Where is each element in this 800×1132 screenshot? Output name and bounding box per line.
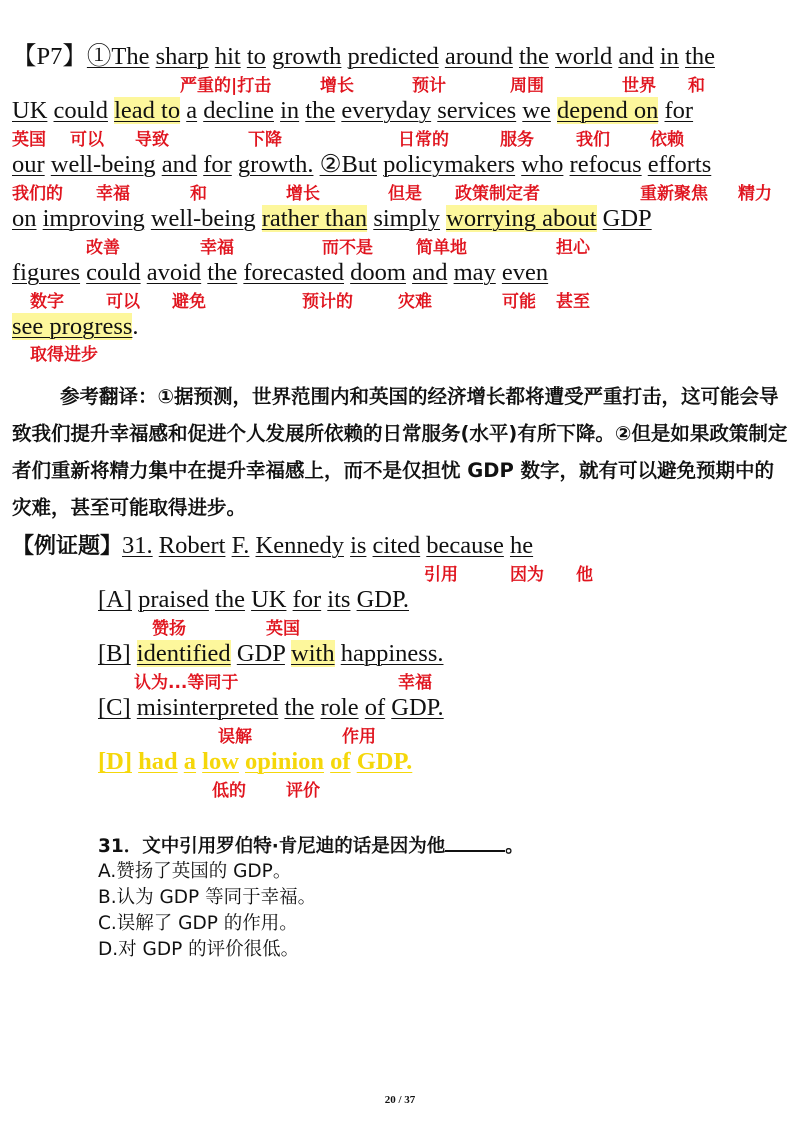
highlighted-phrase: depend on bbox=[557, 97, 659, 124]
word: services bbox=[437, 97, 517, 124]
gloss: 重新聚焦 bbox=[640, 184, 708, 204]
gloss: 增长 bbox=[320, 76, 354, 96]
word: he bbox=[509, 532, 534, 559]
stem-text: 31．文中引用罗伯特·肯尼迪的话是因为他 bbox=[98, 836, 446, 857]
word: improving bbox=[42, 205, 145, 232]
gloss: 我们的 bbox=[12, 184, 63, 204]
question-tag: 【例证题】 bbox=[12, 534, 123, 559]
word: the bbox=[284, 694, 315, 721]
word: GDP. bbox=[356, 586, 409, 613]
gloss: 世界 bbox=[622, 76, 656, 96]
gloss: 严重的|打击 bbox=[180, 76, 272, 96]
word: for bbox=[292, 586, 322, 613]
gloss: 他 bbox=[576, 565, 593, 585]
p7-gloss-4 bbox=[0, 237, 800, 259]
translation-text: ①据预测，世界范围内和英国的经济增长都将遭受严重打击，这可能会导致我们提升幸福感和促进个人发展所依赖的日常服务(水平)有所下降。②但是如果政策制定者们重新将精力集中在提升幸福感上，而不是仅担忧 GDP 数字，就有可以避免预期中的灾难，甚至可能取得进步。 bbox=[12, 385, 788, 519]
word: praised bbox=[138, 586, 209, 613]
word: and bbox=[161, 151, 198, 178]
word: growth bbox=[272, 43, 342, 70]
word: avoid bbox=[146, 259, 202, 286]
gloss: 灾难 bbox=[398, 292, 432, 312]
word: a bbox=[186, 97, 198, 124]
word: the bbox=[519, 43, 549, 70]
word: in bbox=[659, 43, 679, 70]
gloss: 幸福 bbox=[96, 184, 130, 204]
word: Kennedy bbox=[255, 532, 344, 559]
word: F. bbox=[231, 532, 250, 559]
option-a bbox=[98, 585, 409, 615]
word: [C] bbox=[98, 694, 131, 721]
word: well-being bbox=[150, 205, 256, 232]
gloss: 英国 bbox=[12, 130, 46, 150]
gloss: 和 bbox=[190, 184, 207, 204]
word: and bbox=[412, 259, 448, 286]
word: GDP. bbox=[356, 748, 413, 775]
gloss: 可以 bbox=[70, 130, 104, 150]
gloss: 数字 bbox=[30, 292, 64, 312]
word: role bbox=[320, 694, 359, 721]
word: UK bbox=[12, 97, 48, 124]
word: may bbox=[453, 259, 496, 286]
word: doom bbox=[350, 259, 406, 286]
gloss: 可以 bbox=[106, 292, 140, 312]
word: in bbox=[280, 97, 300, 124]
question-cn-option-c: C.误解了 GDP 的作用。 bbox=[98, 913, 298, 934]
gloss: 增长 bbox=[286, 184, 320, 204]
word: efforts bbox=[647, 151, 712, 178]
gloss: 担心 bbox=[556, 238, 590, 258]
p7-gloss-3 bbox=[0, 183, 800, 205]
word: [B] bbox=[98, 640, 131, 667]
gloss: 改善 bbox=[86, 238, 120, 258]
word: could bbox=[86, 259, 141, 286]
word: around bbox=[444, 43, 513, 70]
word: refocus bbox=[569, 151, 642, 178]
gloss: 认为...等同于 bbox=[134, 673, 239, 693]
highlighted-phrase: identified bbox=[136, 640, 231, 667]
word: of bbox=[330, 748, 351, 775]
p7-line-3 bbox=[12, 150, 711, 180]
highlighted-phrase: rather than bbox=[261, 205, 368, 232]
word: the bbox=[685, 43, 715, 70]
word: GDP bbox=[236, 640, 285, 667]
gloss: 下降 bbox=[248, 130, 282, 150]
word: everyday bbox=[341, 97, 432, 124]
word: a bbox=[183, 748, 197, 775]
word: the bbox=[305, 97, 336, 124]
p7-line-1 bbox=[12, 42, 715, 72]
word: world bbox=[555, 43, 613, 70]
word: our bbox=[12, 151, 45, 178]
p7-gloss-6 bbox=[0, 344, 800, 366]
p7-gloss-2 bbox=[0, 129, 800, 151]
word: who bbox=[521, 151, 564, 178]
word: because bbox=[426, 532, 504, 559]
word: simply bbox=[373, 205, 441, 232]
gloss: 赞扬 bbox=[152, 619, 186, 639]
word: 31. bbox=[122, 532, 153, 559]
p7-line-4 bbox=[12, 204, 652, 234]
word: Robert bbox=[158, 532, 226, 559]
word: ②But bbox=[319, 151, 377, 178]
word: for bbox=[203, 151, 232, 178]
word: GDP bbox=[602, 205, 652, 232]
gloss: 幸福 bbox=[200, 238, 234, 258]
question-stem bbox=[12, 531, 533, 562]
gloss: 我们 bbox=[576, 130, 610, 150]
word: low bbox=[202, 748, 239, 775]
gloss: 可能 bbox=[502, 292, 536, 312]
option-b-gloss bbox=[0, 672, 800, 694]
translation-label: 参考翻译： bbox=[60, 385, 158, 408]
p7-line-6 bbox=[12, 312, 139, 342]
option-d-answer bbox=[98, 747, 412, 777]
question-cn-option-a: A.赞扬了英国的 GDP。 bbox=[98, 861, 292, 882]
option-a-gloss bbox=[0, 618, 800, 640]
word: even bbox=[501, 259, 549, 286]
word: we bbox=[522, 97, 551, 124]
option-c bbox=[98, 693, 444, 723]
stem-gloss bbox=[0, 564, 800, 586]
word: well-being bbox=[50, 151, 156, 178]
word: policymakers bbox=[383, 151, 516, 178]
gloss: 作用 bbox=[342, 727, 376, 747]
gloss: 导致 bbox=[135, 130, 169, 150]
word: predicted bbox=[347, 43, 439, 70]
gloss: 周围 bbox=[510, 76, 544, 96]
gloss: 甚至 bbox=[556, 292, 590, 312]
word: could bbox=[53, 97, 108, 124]
word: UK bbox=[251, 586, 287, 613]
question-cn-stem bbox=[98, 832, 524, 860]
word: GDP. bbox=[391, 694, 444, 721]
gloss: 预计 bbox=[412, 76, 446, 96]
word: for bbox=[664, 97, 694, 124]
gloss: 评价 bbox=[286, 781, 320, 801]
gloss: 依赖 bbox=[650, 130, 684, 150]
word: figures bbox=[12, 259, 81, 286]
word: ①The bbox=[86, 43, 150, 70]
word: had bbox=[138, 748, 178, 775]
word: forecasted bbox=[243, 259, 345, 286]
word: cited bbox=[372, 532, 421, 559]
word: the bbox=[215, 586, 245, 613]
p7-tag: 【P7】 bbox=[12, 43, 87, 70]
word: growth. bbox=[237, 151, 314, 178]
word: the bbox=[207, 259, 238, 286]
highlighted-phrase: with bbox=[291, 640, 335, 667]
gloss: 避免 bbox=[172, 292, 206, 312]
highlighted-phrase: worrying about bbox=[446, 205, 597, 232]
word: happiness. bbox=[340, 640, 444, 667]
p7-line-2 bbox=[12, 96, 693, 126]
gloss: 服务 bbox=[500, 130, 534, 150]
word: decline bbox=[203, 97, 274, 124]
word: of bbox=[364, 694, 386, 721]
gloss: 但是 bbox=[388, 184, 422, 204]
word: is bbox=[350, 532, 367, 559]
p7-gloss-1 bbox=[0, 75, 800, 97]
p7-gloss-5 bbox=[0, 291, 800, 313]
p7-line-5 bbox=[12, 258, 548, 288]
word: opinion bbox=[245, 748, 325, 775]
word: [D] bbox=[98, 748, 133, 775]
page-number: 20 / 37 bbox=[384, 1094, 416, 1106]
gloss: 精力 bbox=[738, 184, 772, 204]
question-cn-option-b: B.认为 GDP 等同于幸福。 bbox=[98, 887, 317, 908]
gloss: 引用 bbox=[424, 565, 458, 585]
gloss: 低的 bbox=[212, 781, 246, 801]
gloss: 预计的 bbox=[302, 292, 353, 312]
gloss: 而不是 bbox=[322, 238, 373, 258]
gloss: 幸福 bbox=[398, 673, 432, 693]
gloss: 取得进步 bbox=[30, 345, 98, 365]
word: . bbox=[132, 313, 139, 340]
option-d-gloss bbox=[0, 780, 800, 802]
word: to bbox=[246, 43, 266, 70]
word: hit bbox=[214, 43, 241, 70]
gloss: 政策制定者 bbox=[455, 184, 540, 204]
answer-blank bbox=[445, 832, 505, 852]
word: [A] bbox=[98, 586, 133, 613]
highlighted-phrase: lead to bbox=[114, 97, 181, 124]
word: sharp bbox=[155, 43, 209, 70]
question-cn-option-d: D.对 GDP 的评价很低。 bbox=[98, 939, 300, 960]
word: on bbox=[12, 205, 37, 232]
gloss: 英国 bbox=[266, 619, 300, 639]
word: misinterpreted bbox=[136, 694, 279, 721]
option-b bbox=[98, 639, 443, 669]
gloss: 因为 bbox=[510, 565, 544, 585]
gloss: 日常的 bbox=[398, 130, 449, 150]
option-c-gloss bbox=[0, 726, 800, 748]
stem-end: 。 bbox=[505, 836, 524, 857]
gloss: 和 bbox=[688, 76, 705, 96]
highlighted-phrase: see progress bbox=[12, 313, 133, 340]
reference-translation bbox=[12, 378, 792, 526]
word: and bbox=[618, 43, 654, 70]
gloss: 误解 bbox=[218, 727, 252, 747]
word: its bbox=[327, 586, 351, 613]
gloss: 简单地 bbox=[416, 238, 467, 258]
